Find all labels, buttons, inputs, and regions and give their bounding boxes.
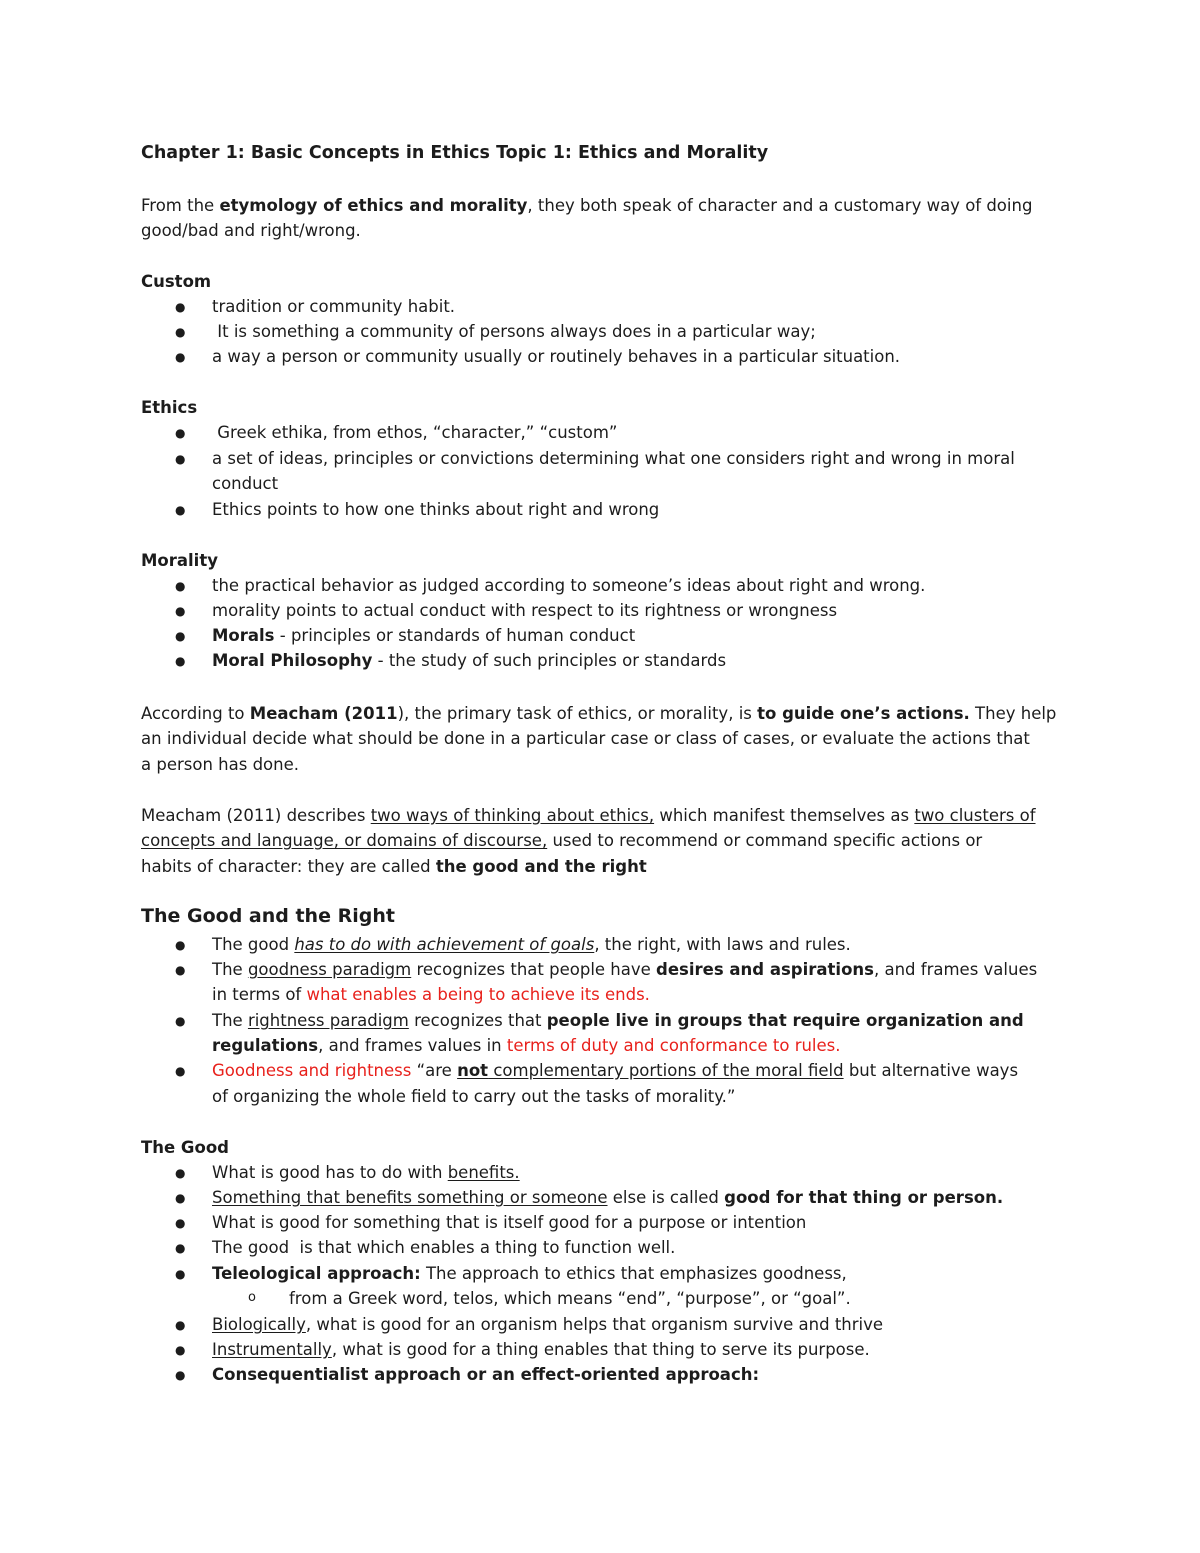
bullet: ●: [175, 1343, 186, 1357]
custom-item-3: a way a person or community usually or routinely behaves in a particular situation.: [212, 347, 901, 366]
bullet: ●: [175, 654, 186, 668]
bullet: ●: [175, 325, 186, 339]
morality-item-1: the practical behavior as judged according to someone’s ideas about right and wrong.: [212, 576, 926, 595]
page-title: Chapter 1: Basic Concepts in Ethics Topic 1: Ethics and Morality: [141, 143, 769, 163]
the-good-heading: The Good: [141, 1138, 229, 1157]
bullet: ●: [175, 300, 186, 314]
the-good-item-3: What is good for something that is itself good for a purpose or intention: [212, 1213, 807, 1232]
good-right-item-3-cont: regulations, and frames values in terms of duty and conformance to rules.: [212, 1036, 841, 1055]
bullet: ●: [175, 629, 186, 643]
ethics-heading: Ethics: [141, 398, 198, 417]
the-good-item-1: What is good has to do with benefits.: [212, 1163, 520, 1182]
custom-item-1: tradition or community habit.: [212, 297, 456, 316]
the-good-item-6: Biologically, what is good for an organism helps that organism survive and thrive: [212, 1315, 884, 1334]
good-right-heading: The Good and the Right: [141, 905, 395, 927]
meacham-para-2-line-1: Meacham (2011) describes two ways of thinking about ethics, which manifest themselves as two clusters of: [141, 806, 1036, 825]
bullet: ●: [175, 1064, 186, 1078]
bullet: ●: [175, 1191, 186, 1205]
bullet: ●: [175, 1166, 186, 1180]
bullet: ●: [175, 1368, 186, 1382]
morality-item-4: Moral Philosophy - the study of such principles or standards: [212, 651, 727, 670]
bullet: ●: [175, 503, 186, 517]
good-right-item-4: Goodness and rightness “are not complementary portions of the moral field but alternative ways: [212, 1061, 1019, 1080]
ethics-item-2-cont: conduct: [212, 474, 279, 493]
bullet: ●: [175, 963, 186, 977]
the-good-item-8: Consequentialist approach or an effect-oriented approach:: [212, 1365, 760, 1384]
meacham-para-2-line-3: habits of character: they are called the good and the right: [141, 857, 647, 876]
the-good-item-7: Instrumentally, what is good for a thing enables that thing to serve its purpose.: [212, 1340, 870, 1359]
bullet: ●: [175, 1241, 186, 1255]
good-right-item-1: The good has to do with achievement of goals, the right, with laws and rules.: [212, 935, 851, 954]
intro-line-1: From the etymology of ethics and morality, they both speak of character and a customary way of doing: [141, 196, 1033, 215]
bullet: ●: [175, 452, 186, 466]
the-good-item-5: Teleological approach: The approach to ethics that emphasizes goodness,: [212, 1264, 847, 1283]
good-right-item-2: The goodness paradigm recognizes that people have desires and aspirations, and frames values: [212, 960, 1038, 979]
bullet: ●: [175, 1014, 186, 1028]
meacham-para-2-line-2: concepts and language, or domains of discourse, used to recommend or command specific actions or: [141, 831, 983, 850]
morality-heading: Morality: [141, 551, 218, 570]
meacham-para-1-line-3: a person has done.: [141, 755, 299, 774]
ethics-item-3: Ethics points to how one thinks about right and wrong: [212, 500, 660, 519]
sub-bullet: o: [248, 1290, 256, 1305]
good-right-item-3: The rightness paradigm recognizes that people live in groups that require organization and: [212, 1011, 1024, 1030]
custom-item-2: It is something a community of persons always does in a particular way;: [212, 322, 816, 341]
bullet: ●: [175, 938, 186, 952]
bullet: ●: [175, 426, 186, 440]
bullet: ●: [175, 1267, 186, 1281]
ethics-item-1: Greek ethika, from ethos, “character,” “custom”: [212, 423, 618, 442]
morality-item-2: morality points to actual conduct with respect to its rightness or wrongness: [212, 601, 838, 620]
meacham-para-1-line-1: According to Meacham (2011), the primary task of ethics, or morality, is to guide one’s actions. They help: [141, 704, 1057, 723]
ethics-item-2: a set of ideas, principles or convictions determining what one considers right and wrong in moral: [212, 449, 1015, 468]
bullet: ●: [175, 604, 186, 618]
good-right-item-2-cont: in terms of what enables a being to achieve its ends.: [212, 985, 650, 1004]
the-good-item-4: The good is that which enables a thing to function well.: [212, 1238, 676, 1257]
custom-heading: Custom: [141, 272, 212, 291]
the-good-item-2: Something that benefits something or someone else is called good for that thing or person.: [212, 1188, 1004, 1207]
bullet: ●: [175, 350, 186, 364]
the-good-item-5-sub: from a Greek word, telos, which means “end”, “purpose”, or “goal”.: [289, 1289, 851, 1308]
bullet: ●: [175, 1318, 186, 1332]
good-right-item-4-cont: of organizing the whole field to carry out the tasks of morality.”: [212, 1087, 736, 1106]
bullet: ●: [175, 579, 186, 593]
meacham-para-1-line-2: an individual decide what should be done in a particular case or class of cases, or evaluate the actions that: [141, 729, 1030, 748]
intro-line-2: good/bad and right/wrong.: [141, 221, 361, 240]
morality-item-3: Morals - principles or standards of human conduct: [212, 626, 636, 645]
bullet: ●: [175, 1216, 186, 1230]
